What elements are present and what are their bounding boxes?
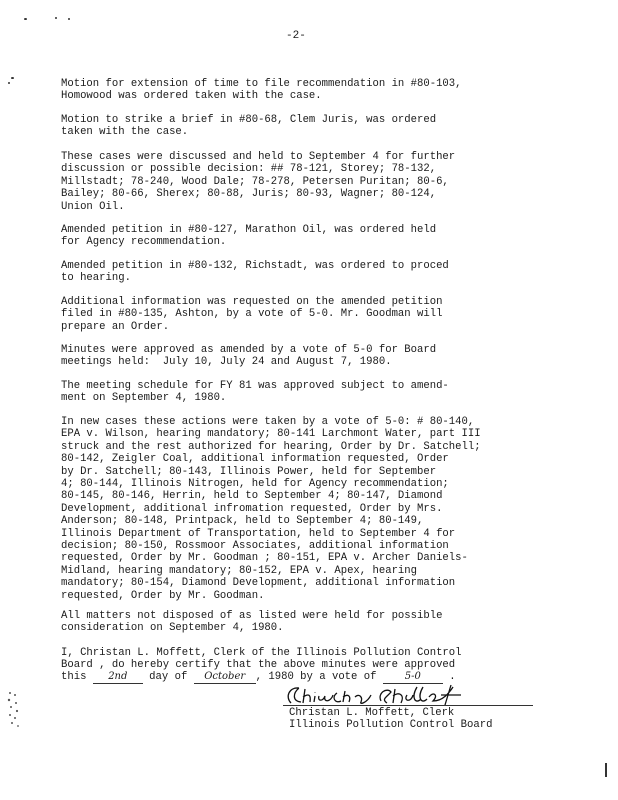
paragraph-ashton: Additional information was requested on the amended petition filed in #80-135, Ashton, by a vote of 5-0. Mr. Goodman will prepare an Order. [61, 296, 443, 333]
signer-title: Illinois Pollution Control Board [289, 719, 493, 731]
scan-speck [24, 18, 27, 20]
certification-line-1: I, Christan L. Moffett, Clerk of the Illinois Pollution Control [61, 647, 462, 659]
month-field: October [194, 671, 256, 684]
paragraph-extension-motion: Motion for extension of time to file recommendation in #80-103, Homowood was ordered taken with the case. [61, 78, 462, 103]
certification-line-2: Board , do hereby certify that the above minutes were approved [61, 659, 456, 671]
paragraph-strike-brief: Motion to strike a brief in #80-68, Clem Juris, was ordered taken with the case. [61, 114, 437, 139]
signature-line [283, 705, 533, 706]
signer-name: Christan L. Moffett, Clerk [289, 707, 455, 719]
scan-edge-marks [6, 690, 22, 730]
line-end: . [449, 671, 456, 683]
paragraph-richstadt: Amended petition in #80-132, Richstadt, was ordered to proced to hearing. [61, 260, 449, 285]
paragraph-minutes-approved: Minutes were approved as amended by a vote of 5-0 for Board meetings held: July 10, July 24 and August 7, 1980. [61, 344, 437, 369]
scan-speck [68, 18, 70, 20]
scan-speck [11, 77, 14, 79]
year-vote-text: , 1980 by a vote of [255, 671, 377, 683]
day-of-text: day of [149, 671, 188, 683]
day-field: 2nd [93, 671, 143, 684]
page-number: -2- [286, 30, 306, 42]
this-word: this [61, 671, 87, 683]
scan-speck [55, 17, 57, 19]
scan-speck [8, 82, 10, 84]
vote-field: 5-0 [383, 671, 443, 684]
scan-speck [605, 763, 607, 777]
paragraph-cases-held: These cases were discussed and held to September 4 for further discussion or possible decision: ## 78-121, Storey; 78-132, Millstadt; 78-240, Wood Dale; 78-278, Petersen Puritan; 80-6, Bailey; 80-66, Sherex; 80-88, Juris; 80-93, Wagner; 80-124, Union Oil. [61, 151, 456, 213]
paragraph-new-cases: In new cases these actions were taken by a vote of 5-0: # 80-140, EPA v. Wilson, hearing mandatory; 80-141 Larchmont Water, part III struck and the rest authorized for hearing, Order by Dr. Satchell; 80-142, Zeigler Coal, additional information requested, Order by Dr. Satchell; 80-143, Illinois Power, held for September 4; 80-144, Illinois Nitrogen, held for Agency recommendation; 80-145, 80-146, Herrin, held to September 4; 80-147, Diamond Development, additional infromation requested, Order by Mrs. Anderson; 80-148, Printpack, held to September 4; 80-149, Illinois Department of Transportation, held to September 4 for decision; 80-150, Rossmoor Associates, additional information requested, Order by Mr. Goodman ; 80-151, EPA v. Archer Daniels- Midland, hearing mandatory; 80-152, EPA v. Apex, hearing mandatory; 80-154, Diamond Development, additional information requested, Order by Mr. Goodman. [61, 416, 481, 602]
paragraph-meeting-schedule: The meeting schedule for FY 81 was approved subject to amend- ment on September 4, 1980. [61, 380, 449, 405]
paragraph-marathon-oil: Amended petition in #80-127, Marathon Oil, was ordered held for Agency recommendation. [61, 224, 437, 249]
paragraph-matters-held: All matters not disposed of as listed were held for possible consideration on September 4, 1980. [61, 610, 443, 635]
